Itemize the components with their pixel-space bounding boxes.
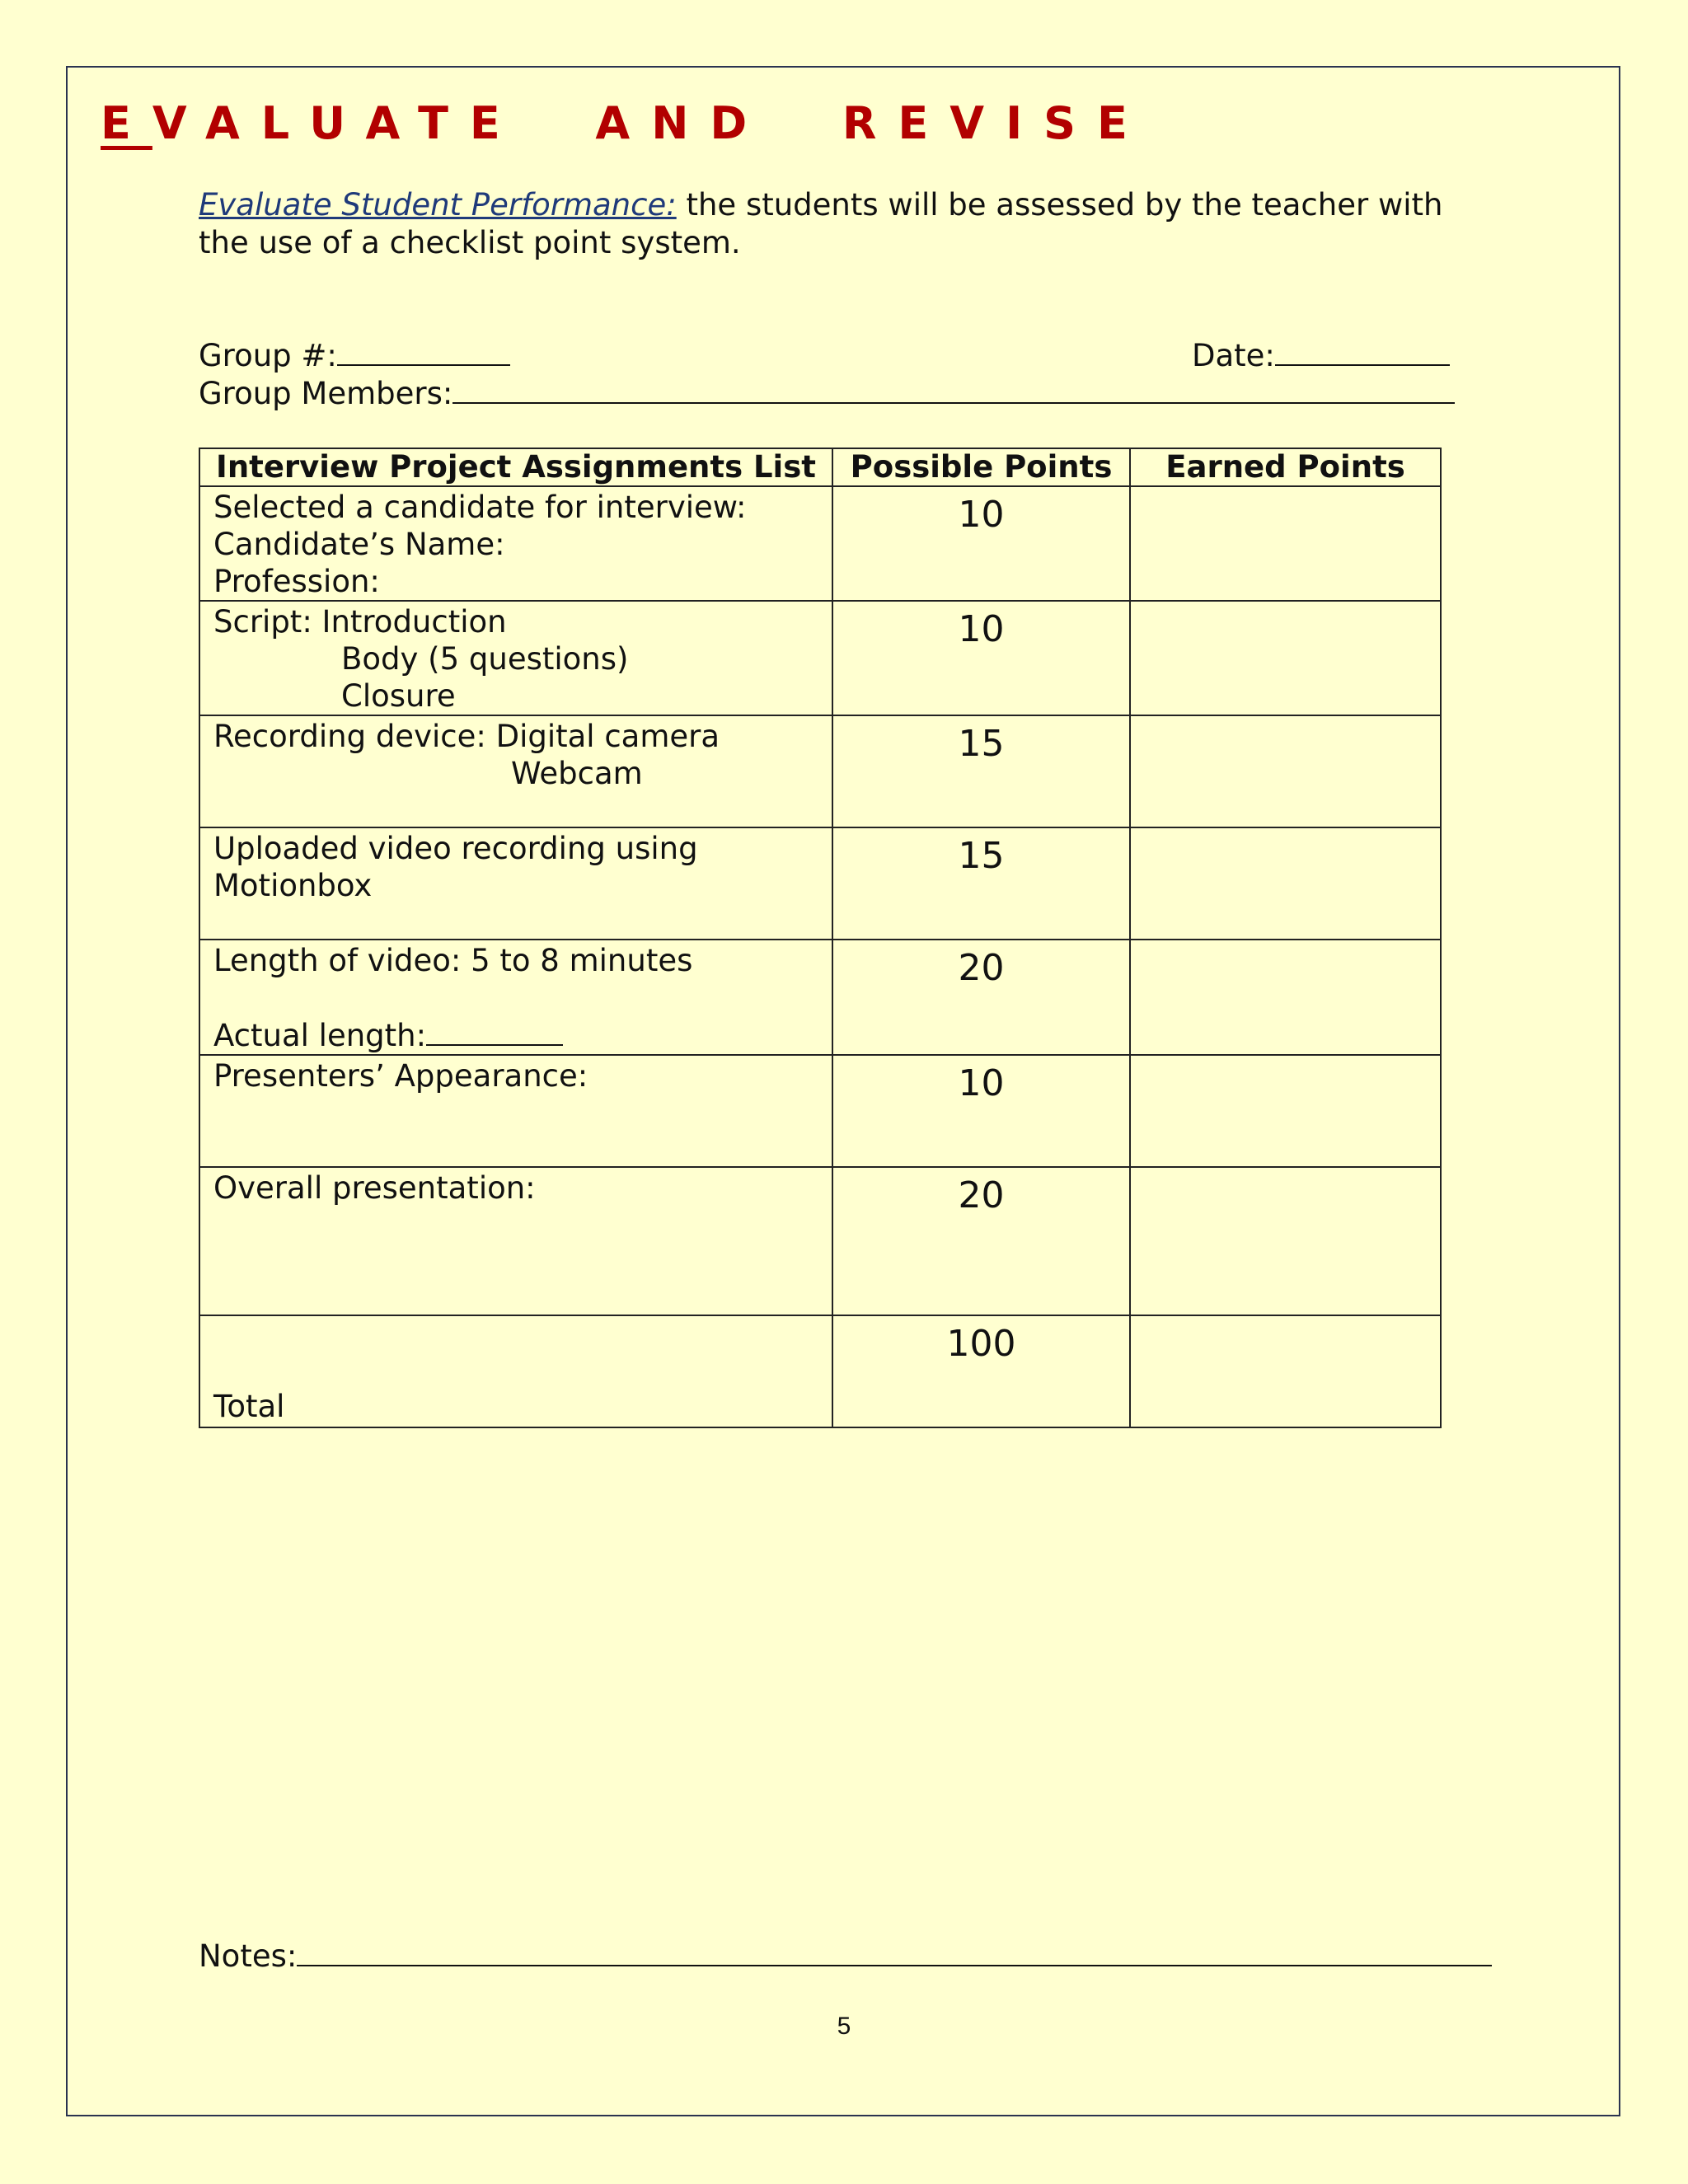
earned-points-cell[interactable] — [1130, 827, 1441, 940]
intro-paragraph — [199, 186, 1484, 262]
total-label-cell — [199, 1315, 832, 1427]
row-text: Uploaded video recording using — [213, 831, 698, 866]
row-text: Candidate’s Name: — [213, 527, 505, 562]
table-row — [199, 827, 1441, 940]
row-text: Recording device: Digital camera — [213, 719, 720, 754]
assignment-cell — [199, 827, 832, 940]
header-assignments: Interview Project Assignments List — [199, 448, 832, 486]
date-label: Date: — [1192, 338, 1275, 373]
assignment-cell — [199, 940, 832, 1055]
page-number: 5 — [837, 2013, 851, 2040]
group-members-label: Group Members: — [199, 376, 453, 411]
group-members-blank[interactable] — [452, 374, 1455, 404]
row-text: Body (5 questions) — [341, 641, 629, 677]
table-row — [199, 940, 1441, 1055]
assignment-cell — [199, 715, 832, 827]
table-row — [199, 1167, 1441, 1315]
date-field — [1192, 336, 1450, 375]
table-row — [199, 486, 1441, 601]
total-earned-points-cell[interactable] — [1130, 1315, 1441, 1427]
row-text: Length of video: 5 to 8 minutes — [213, 943, 693, 978]
table-row — [199, 601, 1441, 715]
row-text: Selected a candidate for interview: — [213, 490, 747, 525]
assignment-cell — [199, 1167, 832, 1315]
actual-length-line — [213, 1016, 818, 1054]
notes-label: Notes: — [199, 1938, 298, 1974]
row-text: Actual length: — [213, 1018, 427, 1053]
row-text: Script: Introduction — [213, 604, 507, 640]
total-label: Total — [213, 1389, 285, 1424]
assignment-cell — [199, 486, 832, 601]
possible-points-cell: 15 — [832, 827, 1130, 940]
group-members-field — [199, 374, 1455, 413]
table-row-total — [199, 1315, 1441, 1427]
intro-lead: Evaluate Student Performance: — [199, 187, 677, 223]
title-initial: E — [101, 97, 152, 149]
table-row — [199, 715, 1441, 827]
possible-points-cell: 10 — [832, 601, 1130, 715]
notes-blank[interactable] — [297, 1937, 1492, 1966]
assignment-cell — [199, 601, 832, 715]
earned-points-cell[interactable] — [1130, 940, 1441, 1055]
row-text: Presenters’ Appearance: — [213, 1058, 588, 1094]
row-text: Closure — [341, 678, 456, 714]
assignments-table — [199, 448, 1442, 1428]
possible-points-cell: 15 — [832, 715, 1130, 827]
row-text: Motionbox — [213, 868, 373, 903]
assignment-cell — [199, 1055, 832, 1167]
group-number-field — [199, 336, 510, 375]
possible-points-cell: 20 — [832, 940, 1130, 1055]
possible-points-cell: 10 — [832, 486, 1130, 601]
header-earned-points: Earned Points — [1130, 448, 1441, 486]
table-row — [199, 1055, 1441, 1167]
total-possible-points-cell: 100 — [832, 1315, 1130, 1427]
earned-points-cell[interactable] — [1130, 601, 1441, 715]
group-number-label: Group #: — [199, 338, 337, 373]
earned-points-cell[interactable] — [1130, 715, 1441, 827]
earned-points-cell[interactable] — [1130, 1167, 1441, 1315]
actual-length-blank[interactable] — [426, 1016, 563, 1046]
title-rest: VALUATE AND REVISE — [152, 97, 1149, 149]
earned-points-cell[interactable] — [1130, 486, 1441, 601]
intro-text: the students will be assessed by the teacher with the use of a checklist point system. — [199, 187, 1443, 260]
header-possible-points: Possible Points — [832, 448, 1130, 486]
table-header-row — [199, 448, 1441, 486]
earned-points-cell[interactable] — [1130, 1055, 1441, 1167]
row-spacer — [213, 979, 818, 1016]
row-text: Overall presentation: — [213, 1170, 536, 1206]
notes-field — [199, 1937, 1492, 1975]
row-text: Profession: — [213, 564, 380, 599]
page-title — [101, 97, 1149, 149]
row-text: Webcam — [511, 756, 643, 791]
group-number-blank[interactable] — [337, 336, 510, 366]
possible-points-cell: 10 — [832, 1055, 1130, 1167]
date-blank[interactable] — [1275, 336, 1450, 366]
possible-points-cell: 20 — [832, 1167, 1130, 1315]
